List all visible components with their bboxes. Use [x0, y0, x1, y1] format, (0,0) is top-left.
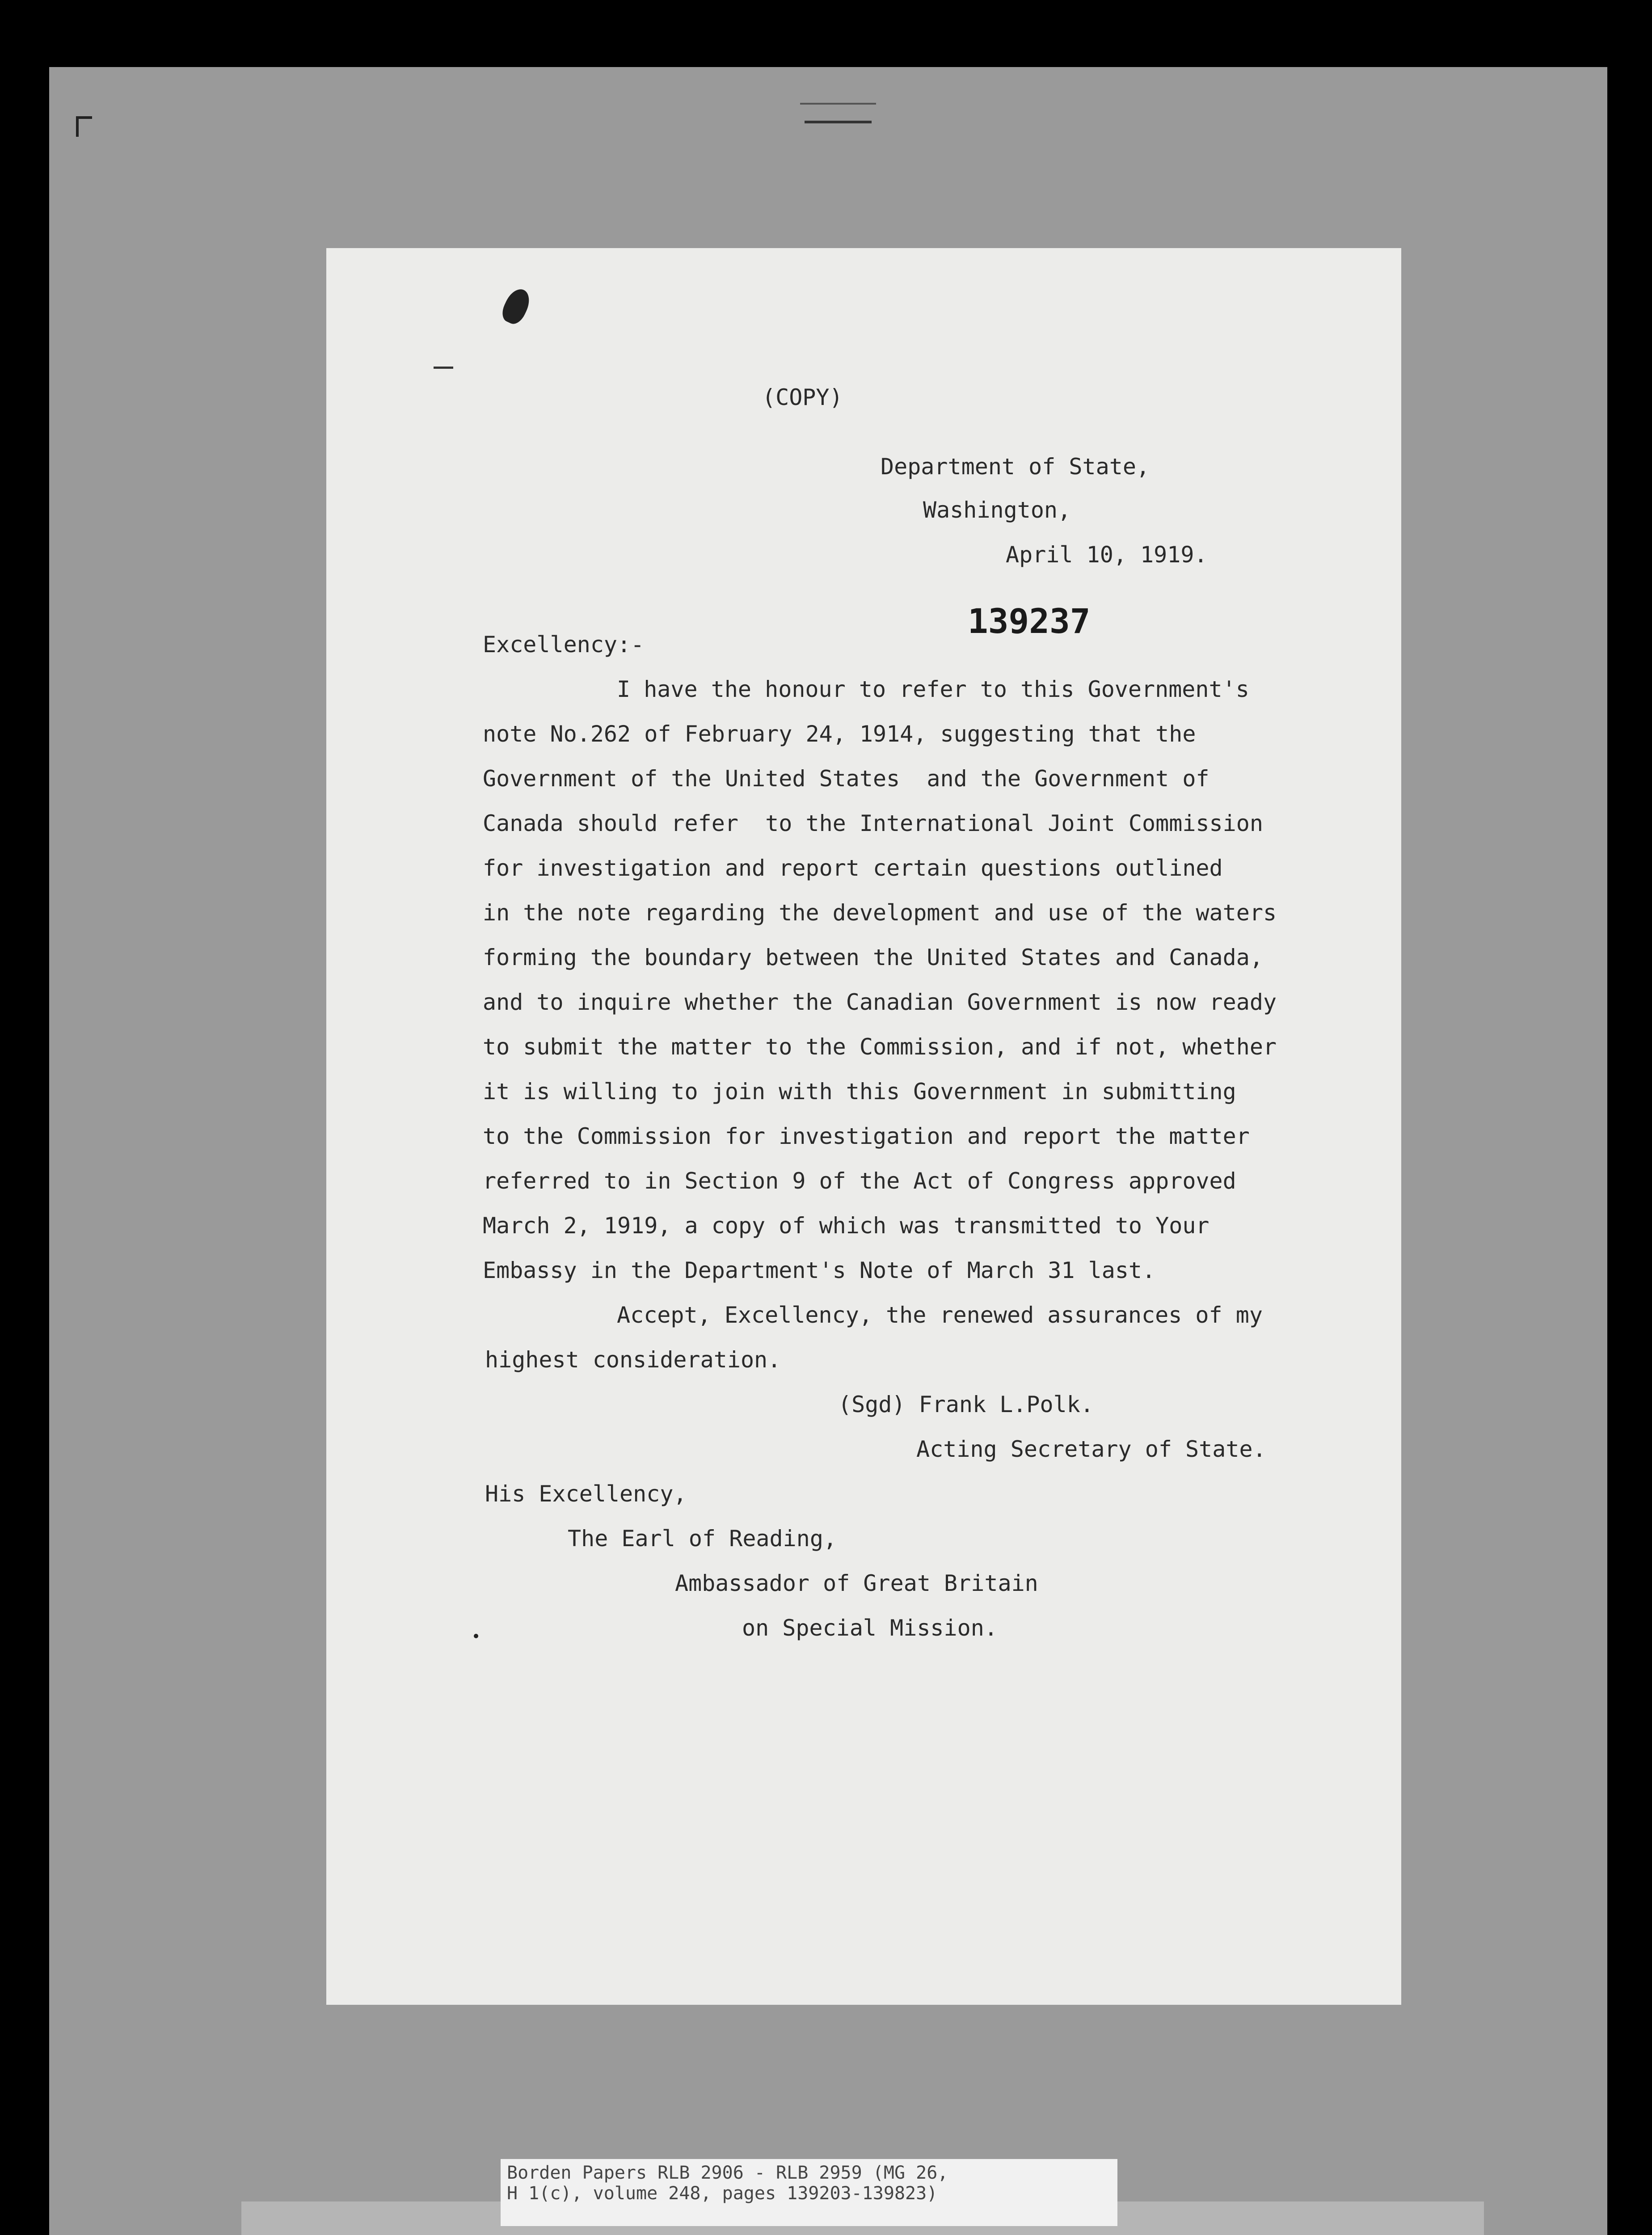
body-line: for investigation and report certain questions outlined	[483, 855, 1223, 881]
body-line: referred to in Section 9 of the Act of Congress approved	[483, 1168, 1236, 1194]
margin-dash	[434, 367, 453, 369]
salutation: Excellency:-	[483, 632, 645, 658]
body-line: and to inquire whether the Canadian Government is now ready	[483, 989, 1277, 1015]
letter-page	[326, 248, 1401, 2005]
archive-reference-line: Borden Papers RLB 2906 - RLB 2959 (MG 26,	[507, 2163, 948, 2183]
body-line: note No.262 of February 24, 1914, suggesting that the	[483, 721, 1196, 747]
file-number-stamp: 139237	[968, 601, 1091, 641]
top-tick-mark-2	[805, 121, 872, 123]
ink-smudge	[498, 285, 534, 327]
body-line: it is willing to join with this Government in submitting	[483, 1079, 1236, 1105]
sender-department: Department of State,	[881, 454, 1150, 480]
body-line: Government of the United States and the Government of	[483, 766, 1210, 792]
addressee-line: The Earl of Reading,	[568, 1526, 837, 1552]
archive-reference-label	[501, 2159, 1117, 2226]
closing-line: highest consideration.	[485, 1347, 781, 1373]
copy-label: (COPY)	[762, 384, 843, 410]
frame-corner-mark	[76, 116, 92, 137]
body-line: I have the honour to refer to this Government's	[617, 676, 1249, 702]
body-line: Canada should refer to the International Joint Commission	[483, 810, 1263, 836]
closing-line: Accept, Excellency, the renewed assurances of my	[617, 1302, 1263, 1328]
body-line: in the note regarding the development and use of the waters	[483, 900, 1277, 926]
signature: (Sgd) Frank L.Polk.	[838, 1392, 1094, 1417]
signer-title: Acting Secretary of State.	[916, 1436, 1266, 1462]
archive-reference-line: H 1(c), volume 248, pages 139203-139823)	[507, 2183, 938, 2204]
body-line: Embassy in the Department's Note of March 31 last.	[483, 1257, 1156, 1283]
top-tick-mark	[800, 103, 876, 105]
body-line: March 2, 1919, a copy of which was transmitted to Your	[483, 1213, 1210, 1239]
addressee-line: on Special Mission.	[742, 1615, 998, 1641]
body-line: to the Commission for investigation and report the matter	[483, 1123, 1250, 1149]
addressee-line: His Excellency,	[485, 1481, 687, 1507]
sender-city: Washington,	[923, 497, 1071, 523]
body-line: forming the boundary between the United States and Canada,	[483, 945, 1263, 970]
body-line: to submit the matter to the Commission, and if not, whether	[483, 1034, 1277, 1060]
margin-dot	[474, 1634, 478, 1638]
addressee-line: Ambassador of Great Britain	[675, 1570, 1038, 1596]
letter-date: April 10, 1919.	[1006, 542, 1208, 568]
